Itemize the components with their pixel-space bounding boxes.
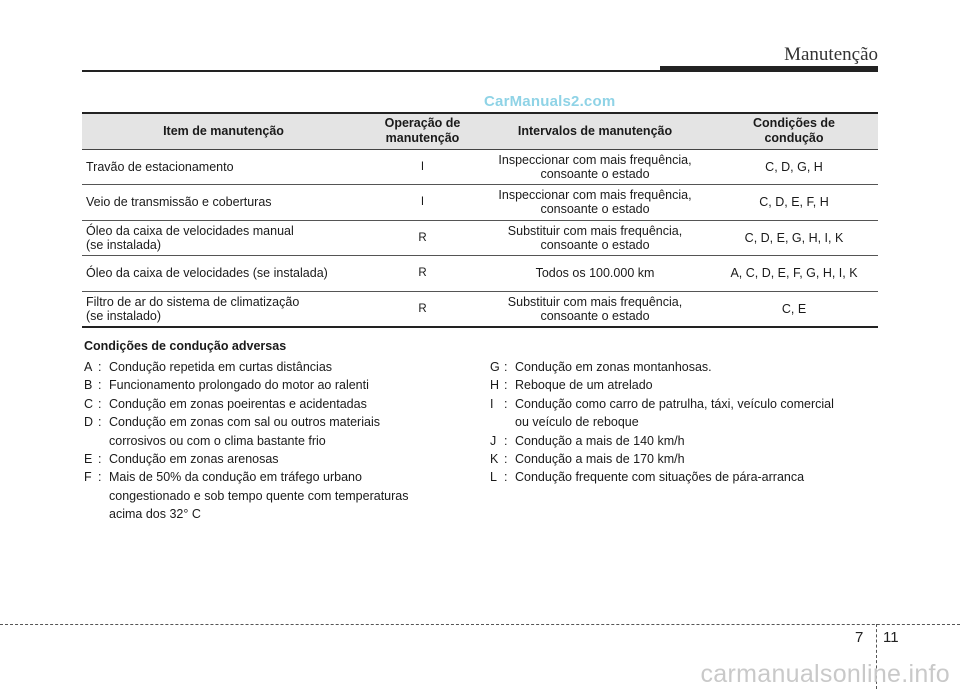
cell-conditions: C, E <box>710 291 878 327</box>
maintenance-table <box>82 112 878 328</box>
cell-interval: Substituir com mais frequência, consoante o estado <box>480 291 710 327</box>
condition-text: Mais de 50% da condução em tráfego urbano congestionado e sob tempo quente com temperaturas acima dos 32° C <box>109 470 409 522</box>
condition-item <box>84 413 474 450</box>
conditions-list-right <box>490 358 890 487</box>
header-item: Item de manutenção <box>82 113 365 149</box>
table-header-row <box>82 113 878 149</box>
condition-separator: : <box>98 452 102 467</box>
watermark-top: CarManuals2.com <box>484 93 616 110</box>
condition-separator: : <box>98 396 102 411</box>
cell-item: Óleo da caixa de velocidades (se instalada) <box>82 256 365 292</box>
cell-interval: Inspeccionar com mais frequência, consoante o estado <box>480 149 710 185</box>
cell-interval: Substituir com mais frequência, consoante o estado <box>480 220 710 256</box>
section-title: Manutenção <box>784 44 878 65</box>
condition-separator: : <box>98 360 102 374</box>
cell-operation: I <box>365 185 480 221</box>
cell-operation: I <box>365 149 480 185</box>
condition-letter: B <box>84 378 93 393</box>
cell-item: Veio de transmissão e coberturas <box>82 185 365 221</box>
header-bar <box>660 66 878 72</box>
condition-letter: A <box>84 360 93 374</box>
cell-operation: R <box>365 220 480 256</box>
condition-item <box>490 358 890 376</box>
condition-text: Funcionamento prolongado do motor ao ralenti <box>109 378 369 393</box>
page-index: 11 <box>883 629 899 646</box>
watermark-bottom: carmanualsonline.info <box>700 660 950 688</box>
condition-letter: I <box>490 396 494 411</box>
cell-conditions: C, D, E, G, H, I, K <box>710 220 878 256</box>
condition-letter: L <box>490 470 497 485</box>
cell-interval: Todos os 100.000 km <box>480 256 710 292</box>
condition-separator: : <box>504 470 508 485</box>
adverse-conditions-title: Condições de condução adversas <box>84 339 287 353</box>
condition-separator: : <box>504 378 508 393</box>
condition-text: Condução em zonas com sal ou outros materiais corrosivos ou com o clima bastante frio <box>109 415 380 448</box>
condition-separator: : <box>504 452 508 467</box>
condition-item <box>84 358 474 376</box>
cell-item: Travão de estacionamento <box>82 149 365 185</box>
cell-operation: R <box>365 256 480 292</box>
cell-item: Óleo da caixa de velocidades manual (se instalada) <box>82 220 365 256</box>
condition-item <box>84 468 474 523</box>
header-interval: Intervalos de manutenção <box>480 113 710 149</box>
condition-text: Condução frequente com situações de pára-arranca <box>515 470 805 485</box>
condition-letter: F <box>84 470 92 485</box>
cell-conditions: C, D, E, F, H <box>710 185 878 221</box>
condition-text: Condução em zonas poeirentas e acidentadas <box>109 396 367 411</box>
header-conditions: Condições de condução <box>710 113 878 149</box>
cell-conditions: A, C, D, E, F, G, H, I, K <box>710 256 878 292</box>
condition-text: Condução a mais de 170 km/h <box>515 452 685 467</box>
condition-item <box>490 450 890 468</box>
condition-text: Condução em zonas montanhosas. <box>515 360 712 374</box>
condition-letter: D <box>84 415 94 430</box>
cell-item: Filtro de ar do sistema de climatização (se instalado) <box>82 291 365 327</box>
condition-item <box>84 376 474 394</box>
condition-separator: : <box>504 396 508 411</box>
condition-item <box>490 468 890 486</box>
conditions-list-left <box>84 358 474 524</box>
condition-item <box>84 450 474 468</box>
condition-text: Condução como carro de patrulha, táxi, veículo comercial ou veículo de reboque <box>515 396 834 430</box>
condition-letter: J <box>490 433 497 448</box>
condition-item <box>490 432 890 450</box>
condition-separator: : <box>504 433 508 448</box>
table-row <box>82 256 878 292</box>
condition-text: Condução repetida em curtas distâncias <box>109 360 333 374</box>
cell-conditions: C, D, G, H <box>710 149 878 185</box>
condition-letter: E <box>84 452 93 467</box>
table-row <box>82 149 878 185</box>
condition-separator: : <box>98 415 102 430</box>
chapter-number: 7 <box>855 629 864 646</box>
condition-separator: : <box>98 470 102 485</box>
condition-separator: : <box>98 378 102 393</box>
condition-text: Reboque de um atrelado <box>515 378 653 393</box>
condition-text: Condução a mais de 140 km/h <box>515 433 685 448</box>
header-operation: Operação de manutenção <box>365 113 480 149</box>
condition-letter: H <box>490 378 500 393</box>
cell-interval: Inspeccionar com mais frequência, consoante o estado <box>480 185 710 221</box>
condition-letter: C <box>84 396 94 411</box>
table-row <box>82 220 878 256</box>
condition-separator: : <box>504 360 508 374</box>
cell-operation: R <box>365 291 480 327</box>
condition-letter: G <box>490 360 500 374</box>
table-row <box>82 291 878 327</box>
condition-text: Condução em zonas arenosas <box>109 452 279 467</box>
condition-letter: K <box>490 452 499 467</box>
table-row <box>82 185 878 221</box>
condition-item <box>490 395 890 432</box>
footer-rule <box>0 624 960 625</box>
header-rule <box>82 70 660 72</box>
condition-item <box>490 376 890 394</box>
condition-item <box>84 395 474 413</box>
